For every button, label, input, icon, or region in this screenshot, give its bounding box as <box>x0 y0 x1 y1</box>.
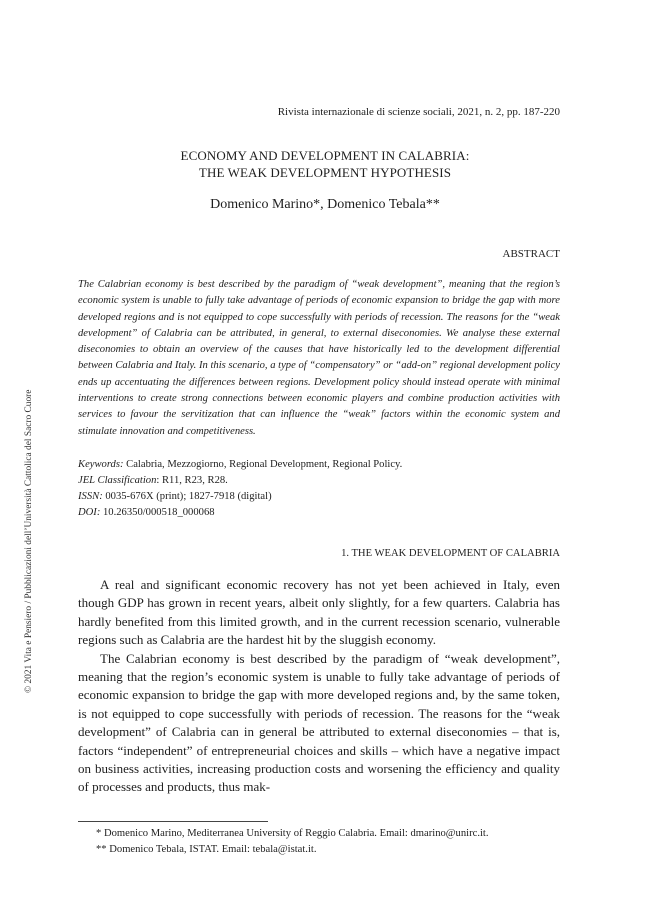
section-heading: 1. THE WEAK DEVELOPMENT OF CALABRIA <box>341 548 560 559</box>
paper-title-line-2: THE WEAK DEVELOPMENT HYPOTHESIS <box>198 165 452 180</box>
body-paragraph: A real and significant economic recovery has not yet been achieved in Italy, even though GDP has grown in recent years, albeit only slightly, for a few quarters. Calabria has hardly benefited from this limited growth, and in the current recession scenario, vulnerable regions such as Calabria are the hardest hit by the sluggish economy. <box>78 577 560 648</box>
section-body <box>78 576 560 797</box>
doi-line <box>78 505 560 521</box>
keywords-value: Calabria, Mezzogiorno, Regional Development, Regional Policy. <box>123 459 403 470</box>
issn-line <box>78 489 560 505</box>
authors: Domenico Marino*, Domenico Tebala** <box>210 197 440 212</box>
doi-label: DOI: <box>78 507 101 518</box>
keywords-line <box>78 457 560 473</box>
issn-label: ISSN: <box>78 491 103 502</box>
journal-reference: Rivista internazionale di scienze sociali, 2021, n. 2, pp. 187-220 <box>277 106 560 118</box>
issn-value: 0035-676X (print); 1827-7918 (digital) <box>102 491 272 502</box>
doi-value: 10.26350/000518_000068 <box>100 507 215 518</box>
jel-label: JEL Classification <box>78 475 157 486</box>
jel-line <box>78 473 560 489</box>
copyright-side-note: © 2021 Vita e Pensiero / Pubblicazioni dell’Università Cattolica del Sacro Cuore <box>24 389 34 693</box>
footnote-divider <box>78 821 268 822</box>
footnote-1: * Domenico Marino, Mediterranea University of Reggio Calabria. Email: dmarino@unirc.it. <box>96 828 489 839</box>
body-paragraph: The Calabrian economy is best described by the paradigm of “weak development”, meaning that the region’s economic system is unable to fully take advantage of periods of economic expansion to bridge the gap with more developed regions and, by the same token, is not equipped to cope successfully with periods of recession. The reasons for the “weak development” of Calabria can in general be attributed to external diseconomies – that is, factors “independent” of entrepreneurial choices and skills – which have a negative impact on business activities, increasing production costs and worsening the efficiency and quality of processes and products, thus mak- <box>78 650 560 795</box>
abstract-heading: ABSTRACT <box>502 248 560 260</box>
abstract-text: The Calabrian economy is best described by the paradigm of “weak development”, meaning that the region’s economic system is unable to fully take advantage of periods of economic expansion to bridge the gap with more developed regions and is not equipped to cope successfully with periods of recession. The reasons for the “weak development” of Calabria can be attributed, in general, to external diseconomies. We analyse these external diseconomies to obtain an overview of the causes that have historically led to the development differential between Calabria and Italy. In this scenario, a type of “compensatory” or “add-on” regional development policy ends up accentuating the differences between regions. Development policy should instead operate with minimal interventions to create strong connections between economic players and combine production activities with services to favour the servitization that can influence the “weak” factors within the economic system and stimulate innovation and competitiveness. <box>78 279 560 437</box>
paper-title-line-1: ECONOMY AND DEVELOPMENT IN CALABRIA: <box>180 148 470 163</box>
keywords-label: Keywords: <box>78 459 124 470</box>
jel-value: : R11, R23, R28. <box>156 475 228 486</box>
footnote-2: ** Domenico Tebala, ISTAT. Email: tebala@istat.it. <box>96 844 317 855</box>
